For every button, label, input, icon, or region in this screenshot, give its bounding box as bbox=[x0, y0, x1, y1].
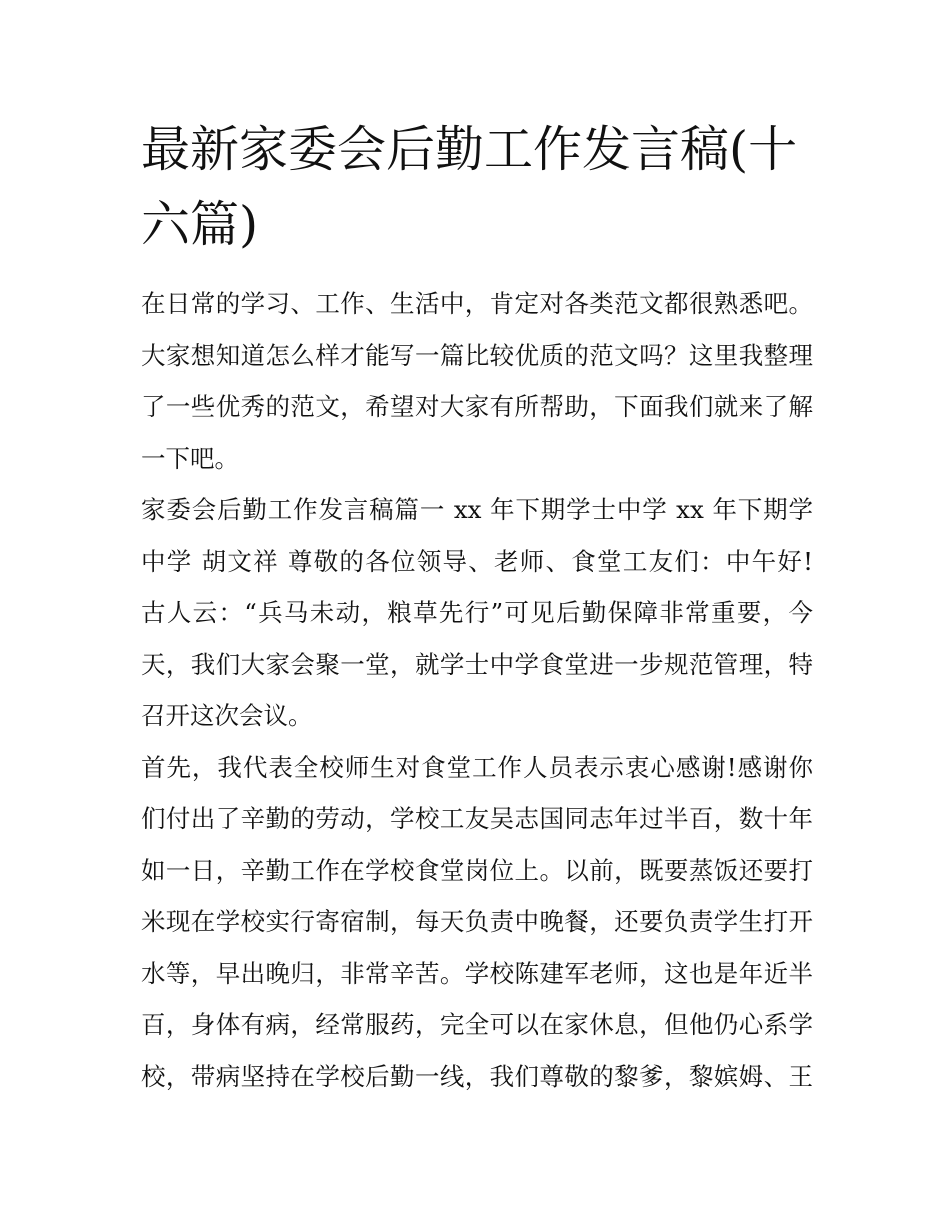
body-line: 一下吧。 bbox=[141, 443, 239, 473]
body-line: 了一些优秀的范文，希望对大家有所帮助，下面我们就来了解 bbox=[141, 392, 813, 421]
body-line: 们付出了辛勤的劳动，学校工友吴志国同志年过半百，数十年 bbox=[141, 804, 813, 833]
body-line: 如一日，辛勤工作在学校食堂岗位上。以前，既要蒸饭还要打 bbox=[141, 855, 813, 885]
body-line: 家委会后勤工作发言稿篇一 xx 年下期学士中学 xx 年下期学 bbox=[141, 495, 813, 524]
title-line: 六篇) bbox=[141, 196, 259, 253]
body-line: 古人云：“兵马未动，粮草先行”可见后勤保障非常重要，今 bbox=[141, 598, 813, 627]
body-line: 天，我们大家会聚一堂，就学士中学食堂进一步规范管理，特 bbox=[141, 649, 813, 679]
body-line: 米现在学校实行寄宿制，每天负责中晚餐，还要负责学生打开 bbox=[141, 907, 813, 936]
body-line: 大家想知道怎么样才能写一篇比较优质的范文吗？这里我整理 bbox=[141, 340, 813, 370]
title-line: 最新家委会后勤工作发言稿(十 bbox=[141, 121, 798, 178]
body-line: 百，身体有病，经常服药，完全可以在家休息，但他仍心系学 bbox=[141, 1010, 813, 1039]
body-line: 中学 胡文祥 尊敬的各位领导、老师、食堂工友们：中午好! bbox=[141, 546, 813, 576]
body-line: 校，带病坚持在学校后勤一线，我们尊敬的黎爹，黎嫔姆、王 bbox=[141, 1061, 813, 1091]
body-line: 召开这次会议。 bbox=[141, 701, 313, 730]
body-line: 首先，我代表全校师生对食堂工作人员表示衷心感谢!感谢你 bbox=[141, 752, 813, 782]
document-title bbox=[141, 112, 813, 262]
document-body bbox=[141, 278, 813, 1102]
document-content bbox=[141, 112, 813, 1102]
body-line: 水等，早出晚归，非常辛苦。学校陈建军老师，这也是年近半 bbox=[141, 958, 813, 988]
body-line: 在日常的学习、工作、生活中，肯定对各类范文都很熟悉吧。 bbox=[141, 289, 813, 318]
